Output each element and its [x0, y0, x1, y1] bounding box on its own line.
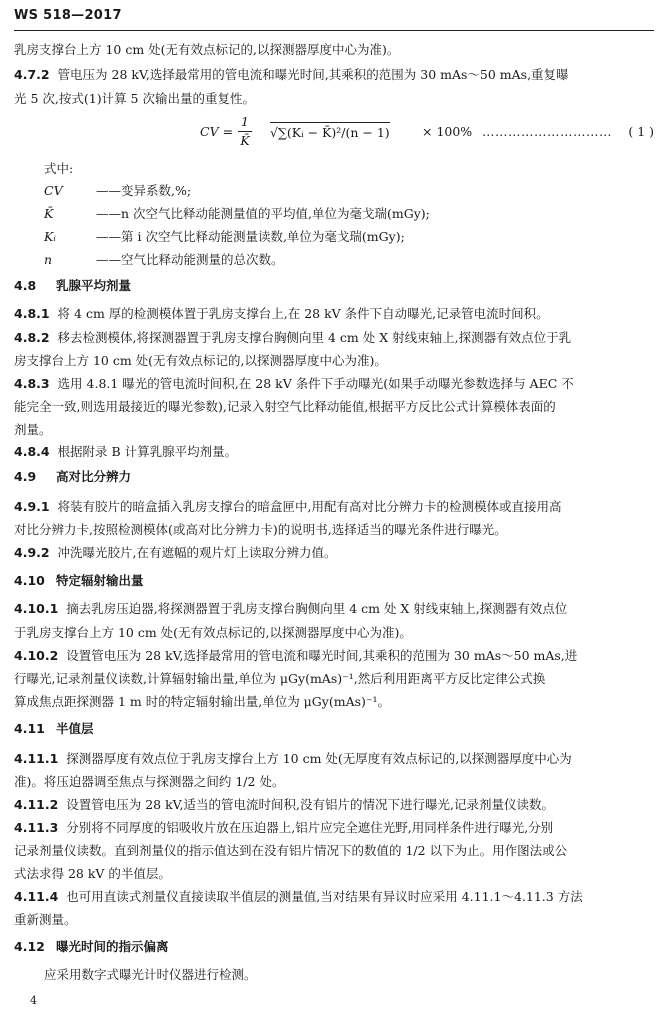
definition-item: Kᵢ ——第 i 次空气比释动能测量读数,单位为毫戈瑞(mGy);	[44, 229, 405, 244]
clause-4-11-3: 4.11.3 分别将不同厚度的铝吸收片放在压迫器上,铝片应完全遮住光野,用同样条件进行曝光,分别	[14, 820, 554, 835]
header-rule	[14, 30, 654, 31]
where-label: 式中:	[44, 161, 74, 176]
body-line: 光 5 次,按式(1)计算 5 次输出量的重复性。	[14, 91, 255, 106]
formula-multiplier: × 100%	[422, 124, 473, 139]
body-line: 式法求得 28 kV 的半值层。	[14, 866, 171, 881]
definition-item: CV ——变异系数,%;	[44, 183, 192, 198]
definition-item: n ——空气比释动能测量的总次数。	[44, 252, 284, 267]
clause-4-8-3: 4.8.3 选用 4.8.1 曝光的管电流时间积,在 28 kV 条件下手动曝光(如果手动曝光参数选择与 AEC 不	[14, 376, 574, 391]
body-line: 剂量。	[14, 422, 52, 437]
body-line: 行曝光,记录剂量仪读数,计算辐射输出量,单位为 μGy(mAs)⁻¹,然后利用距离平方反比定律公式换	[14, 671, 546, 686]
body-line: 算成焦点距探测器 1 m 时的特定辐射输出量,单位为 μGy(mAs)⁻¹。	[14, 694, 391, 709]
body-line: 重新测量。	[14, 912, 77, 927]
body-line: 房支撑台上方 10 cm 处(无有效点标记的,以探测器厚度中心为准)。	[14, 353, 387, 368]
clause-4-11-1: 4.11.1 探测器厚度有效点位于乳房支撑台上方 10 cm 处(无厚度有效点标记的,以探测器厚度中心为	[14, 751, 572, 766]
clause-4-7-2: 4.7.2 管电压为 28 kV,选择最常用的管电流和曝光时间,其乘积的范围为 30 mAs～50 mAs,重复曝	[14, 67, 569, 82]
standard-code: WS 518—2017	[14, 8, 122, 23]
body-line: 记录剂量仪读数。直到剂量仪的指示值达到在没有铝片情况下的数值的 1/2 以下为止。用作图法或公	[14, 843, 568, 858]
clause-4-11-4: 4.11.4 也可用直读式剂量仪直接读取半值层的测量值,当对结果有异议时应采用 4.11.1～4.11.3 方法	[14, 889, 583, 904]
clause-4-8-1: 4.8.1 将 4 cm 厚的检测模体置于乳房支撑台上,在 28 kV 条件下自动曝光,记录管电流时间积。	[14, 306, 549, 321]
page-number: 4	[30, 994, 37, 1007]
section-heading-4-10: 4.10 特定辐射输出量	[14, 573, 144, 588]
formula-lhs: CV =	[200, 124, 234, 139]
clause-4-8-4: 4.8.4 根据附录 B 计算乳腺平均剂量。	[14, 444, 238, 459]
body-line: 能完全一致,则选用最接近的曝光参数),记录入射空气比释动能值,根据平方反比公式计算模体表面的	[14, 399, 556, 414]
section-heading-4-11: 4.11 半值层	[14, 721, 94, 736]
clause-4-9-1: 4.9.1 将装有胶片的暗盒插入乳房支撑台的暗盒匣中,用配有高对比分辨力卡的检测模体或直接用高	[14, 499, 562, 514]
formula-fraction: 1 K̄	[238, 114, 252, 149]
clause-4-9-2: 4.9.2 冲洗曝光胶片,在有遮幅的观片灯上读取分辨力值。	[14, 545, 337, 560]
section-heading-4-12: 4.12 曝光时间的指示偏离	[14, 939, 169, 954]
definition-item: K̄ ——n 次空气比释动能测量值的平均值,单位为毫戈瑞(mGy);	[44, 206, 430, 221]
clause-4-10-2: 4.10.2 设置管电压为 28 kV,选择最常用的管电流和曝光时间,其乘积的范围为 30 mAs～50 mAs,进	[14, 648, 578, 663]
body-line: 对比分辨力卡,按照检测模体(或高对比分辨力卡)的说明书,选择适当的曝光条件进行曝光。	[14, 522, 507, 537]
body-line: 准)。将压迫器调至焦点与探测器之间约 1/2 处。	[14, 774, 285, 789]
clause-4-11-2: 4.11.2 设置管电压为 28 kV,适当的管电流时间积,没有铝片的情况下进行曝光,记录剂量仪读数。	[14, 797, 554, 812]
body-line: 乳房支撑台上方 10 cm 处(无有效点标记的,以探测器厚度中心为准)。	[14, 42, 400, 57]
body-line: 应采用数字式曝光计时仪器进行检测。	[44, 967, 257, 982]
formula-1: CV = 1 K̄ √∑(Kᵢ − K̄)²/(n − 1) × 100% ………………………… ( 1 )	[200, 114, 654, 148]
section-heading-4-8: 4.8 乳腺平均剂量	[14, 278, 132, 293]
section-heading-4-9: 4.9 高对比分辨力	[14, 469, 132, 484]
equation-number: ( 1 )	[628, 124, 654, 139]
clause-number: 4.7.2	[14, 67, 50, 82]
clause-4-8-2: 4.8.2 移去检测模体,将探测器置于乳房支撑台胸侧向里 4 cm 处 X 射线束轴上,探测器有效点位于乳	[14, 330, 572, 345]
clause-4-10-1: 4.10.1 摘去乳房压迫器,将探测器置于乳房支撑台胸侧向里 4 cm 处 X 射线束轴上,探测器有效点位	[14, 601, 568, 616]
leader-dots: …………………………	[482, 124, 612, 139]
body-line: 于乳房支撑台上方 10 cm 处(无有效点标记的,以探测器厚度中心为准)。	[14, 625, 412, 640]
